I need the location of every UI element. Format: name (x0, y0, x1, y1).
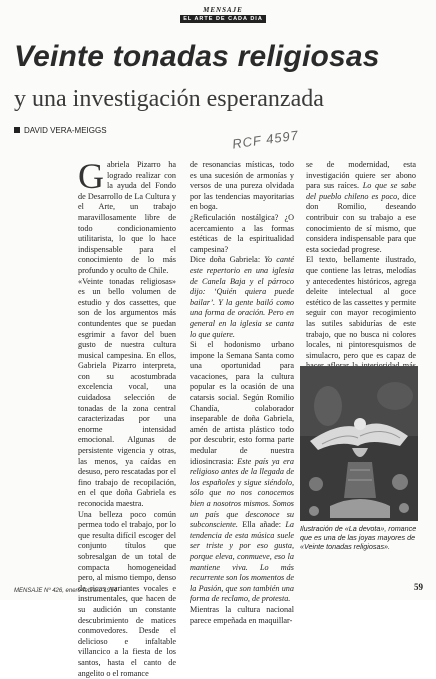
page-number: 59 (414, 582, 423, 592)
quote-text: Yo canté este repertorio en una iglesia de Canela Baja y el párroco dijo: ‘Quién quiera puede bailar’. Y la gente bailó como una forma de oración. Pero en general en la iglesia se canta lo que quiere. (190, 255, 294, 339)
quote-text: La tendencia de esta música suele ser triste y por eso gusta, porque eleva, conmueve, eso la mantiene viva. Lo más recurrente son los momentos de la Pasión, que son también una forma de reclamo, de protesta. (190, 520, 294, 604)
magazine-header (180, 6, 266, 23)
author-name: DAVID VERA-MEIGGS (24, 126, 107, 135)
paragraph (190, 255, 294, 340)
quote-text: Lo que se sabe del pueblo chileno es poco, (306, 181, 416, 201)
paragraph: de resonancias místicas, todo es una sucesión de armonías y versos de una pureza olvidada por las tendencias mayoritarias en boga. (190, 160, 294, 212)
illustration-image (300, 366, 418, 521)
paragraph: El texto, bellamente ilustrado, que contiene las letras, melodías y antecedentes históricos, agrega deleite intelectual al goce estético de las cassettes y permite seguir con mayor recogimiento las sutiles sabidurías de este trabajo, que no busca ni colores locales, ni pintoresquismos de simulacro, pero que es capaz de (306, 255, 416, 360)
paragraph: Mientras la cultura nacional parece empeñada en maquillar- (190, 604, 294, 625)
paragraph-text: Si el hodonismo urbano impone la Semana Santa como una oportunidad para vacaciones, para la cultura popular es la ocasión de una catarsis social. Según Romilio Chandía, colaborador inseparable de doña Gabriela, amén de artista plástico todo por descubrir, esto forma parte medular de nuestra idiosincrasia: (190, 340, 294, 466)
article-subtitle: y una investigación esperanzada (14, 86, 324, 112)
paragraph: Una belleza poco común permea todo el trabajo, por lo que resulta difícil escoger del conjunto títulos que sobresalgan de un total de compacta homogeneidad pero, al mismo tiempo, denso de ricas variantes vocales e instrumentales, que hacen de su audición un constante descubrimiento de matices conmovedores. Desde el delicioso e infaltable villancico a la fiesta de los santos, hasta el canto de angelito o el romance (78, 509, 176, 678)
magazine-name: MENSAJE (203, 6, 243, 14)
quote-text: Este país ya era religioso antes de la llegada de los españoles y sigue siéndolo, sólo que no nos conocemos bien a nosotros mismos. Somos un país que desconoce su subconsciente. (190, 456, 295, 530)
author-line (14, 126, 107, 135)
drop-cap: G (78, 156, 104, 196)
quote-intro: Dice doña Gabriela: (190, 255, 261, 265)
paragraph-text: se de modernidad, esta investigación quiere ser abono para sus raíces. (306, 160, 416, 191)
paragraph (306, 160, 416, 255)
paragraph (78, 156, 176, 277)
handwritten-annotation: RCF 4597 (231, 127, 300, 152)
paragraph-text: abriela Pizarro ha logrado realizar con la ayuda del Fondo de Desarrollo de La Cultura y el Arte, un trabajo maravillosamente libre de todo condicionamiento utilitarista, lo que lo hace indispensable para el conocimiento de lo más profundo y oculto de Chile. (78, 160, 176, 275)
paragraph-text: Ella añade: (237, 520, 286, 530)
paragraph (190, 340, 294, 605)
devota-illustration (300, 366, 418, 521)
paragraph-text: dice don Romilio, deseando contribuir con su trabajo a ese conocimiento de sí mismo, que considera indispensable para que esta sociedad progrese. (306, 191, 417, 254)
text-column-2 (190, 160, 294, 626)
article-title: Veinte tonadas religiosas (14, 40, 380, 73)
square-bullet-icon (14, 127, 20, 133)
text-column-1 (78, 156, 176, 679)
paragraph: «Veinte tonadas religiosas» es un bello volumen de estudio y dos cassettes, que son de los argumentos más contundentes que se puedan esgrimir a favor del buen gusto de nuestra cultura musical campesina. En ellos, Gabriela Pizarro interpreta, con su acostumbrada excelencia vocal, una cuidadosa selección de tonadas de la zona central caracterizadas por una enorme intensidad emocional. Algunas de persistente vigencia y otras, las menos, ya caídas en desuso, pero rescatadas por el fino trabajo de recopilación, en el que doña Gabriela es reconocida maestra. (78, 276, 176, 508)
image-caption: Ilustración de «La devota», romance que es una de las joyas mayores de «Veinte tonadas religiosas». (300, 524, 417, 551)
text-column-3 (306, 160, 416, 393)
paragraph: ¿Reficulación nostálgica? ¿O acercamiento a las formas estéticas de la espiritualidad campesina? (190, 212, 294, 254)
section-label: EL ARTE DE CADA DIA (180, 15, 266, 23)
page-footer: MENSAJE Nº 426, enero-febrero 1994 (14, 588, 117, 594)
